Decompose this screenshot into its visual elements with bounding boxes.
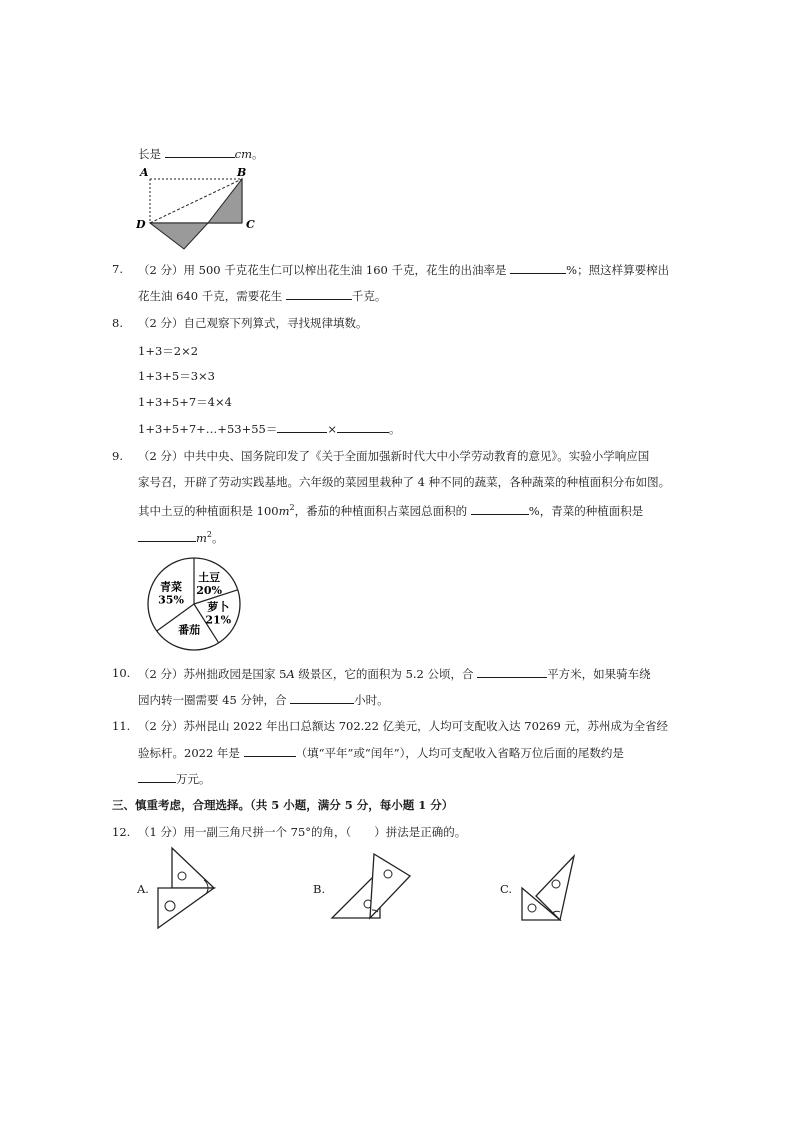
q6-rectangle-figure <box>136 164 260 250</box>
choice-b-triangles[interactable] <box>330 852 412 922</box>
q6-answer-blank[interactable] <box>165 146 235 158</box>
choice-c-triangles[interactable] <box>516 854 578 924</box>
q10-number: 10. <box>112 666 131 680</box>
choice-b-label[interactable]: B. <box>313 882 326 896</box>
q7-blank1[interactable] <box>510 262 566 274</box>
pie-slice-name-potato: 土豆 <box>198 571 221 585</box>
pie-slice-name-greens: 青菜 <box>160 580 183 594</box>
q8-eq1: 1+3＝2×2 <box>138 344 199 358</box>
q8-eq3: 1+3+5+7＝4×4 <box>138 395 232 409</box>
pie-slice-name-tomato: 番茄 <box>178 623 201 637</box>
choice-a-triangles[interactable] <box>154 846 220 930</box>
q7-line2: 花生油 640 千克，需要花生 千克。 <box>138 289 387 303</box>
q11-blank1[interactable] <box>244 745 296 757</box>
q9-line3: 其中土豆的种植面积是 $100m^2$，番茄的种植面积占菜园总面积的 %，青菜的种植面积是 <box>138 503 644 518</box>
q7-blank2[interactable] <box>286 288 352 300</box>
q8-eq4: 1+3+5+7+…+53+55＝ × 。 <box>138 422 401 436</box>
q9-blank1[interactable] <box>471 503 529 515</box>
label-b: B <box>237 166 247 179</box>
q11-line3: 万元。 <box>138 771 211 786</box>
q8-blank2[interactable] <box>337 421 389 433</box>
pie-slice-value-potato: 20% <box>196 584 223 598</box>
q10-blank2[interactable] <box>290 692 354 704</box>
pie-slice-value-greens: 35% <box>158 593 184 607</box>
q12-number: 12. <box>112 825 131 839</box>
q9-blank2[interactable] <box>138 530 196 542</box>
choice-a-label[interactable]: A. <box>137 882 149 896</box>
q8-number: 8. <box>112 316 123 330</box>
q11-number: 11. <box>112 719 131 733</box>
q9-line2: 家号召，开辟了劳动实践基地。六年级的菜园里栽种了 4 种不同的蔬菜，各种蔬菜的种植面积分布如图。 <box>138 475 671 489</box>
q11-line2: 验标杆。2022 年是 （填“平年”或“闰年”），人均可支配收入省略万位后面的尾数约是 <box>138 746 624 760</box>
q7-number: 7. <box>112 262 123 276</box>
q9-line1: （2 分）中共中央、国务院印发了《关于全面加强新时代大中小学劳动教育的意见》。实验小学响应国 <box>138 449 650 463</box>
q10-line2: 园内转一圈需要 45 分钟，合 小时。 <box>138 693 389 707</box>
label-d: D <box>136 218 146 231</box>
q6-tail-line: 长是 cm。 <box>138 147 264 161</box>
label-c: C <box>246 218 255 231</box>
choice-c-label[interactable]: C. <box>500 882 513 896</box>
section-3-title: 三、慎重考虑，合理选择。（共 5 小题，满分 5 分，每小题 1 分） <box>112 798 454 812</box>
pie-slice-value-radish: 21% <box>205 613 232 627</box>
label-a: A <box>140 166 149 179</box>
q7-line1: （2 分）用 500 千克花生仁可以榨出花生油 160 千克，花生的出油率是 %；照这样算要榨出 <box>138 263 670 277</box>
q9-line4: $m^2$。 <box>138 528 224 545</box>
q12-text: （1 分）用一副三角尺拼一个 75°的角，（ ）拼法是正确的。 <box>138 825 467 839</box>
vegetable-pie-chart <box>134 554 254 654</box>
q11-line1: （2 分）苏州昆山 2022 年出口总额达 702.22 亿美元，人均可支配收入达 70269 元，苏州成为全省经 <box>138 719 668 733</box>
q9-number: 9. <box>112 449 123 463</box>
pie-slice-name-radish: 萝卜 <box>207 600 230 614</box>
q10-blank1[interactable] <box>477 666 547 678</box>
q8-blank1[interactable] <box>277 421 327 433</box>
q8-text: （2 分）自己观察下列算式，寻找规律填数。 <box>138 316 368 330</box>
q8-eq2: 1+3+5＝3×3 <box>138 369 215 383</box>
q11-blank2[interactable] <box>138 771 176 783</box>
q10-line1: （2 分）苏州拙政园是国家 5A 级景区，它的面积为 5.2 公顷，合 平方米，如果骑车绕 <box>138 667 651 681</box>
